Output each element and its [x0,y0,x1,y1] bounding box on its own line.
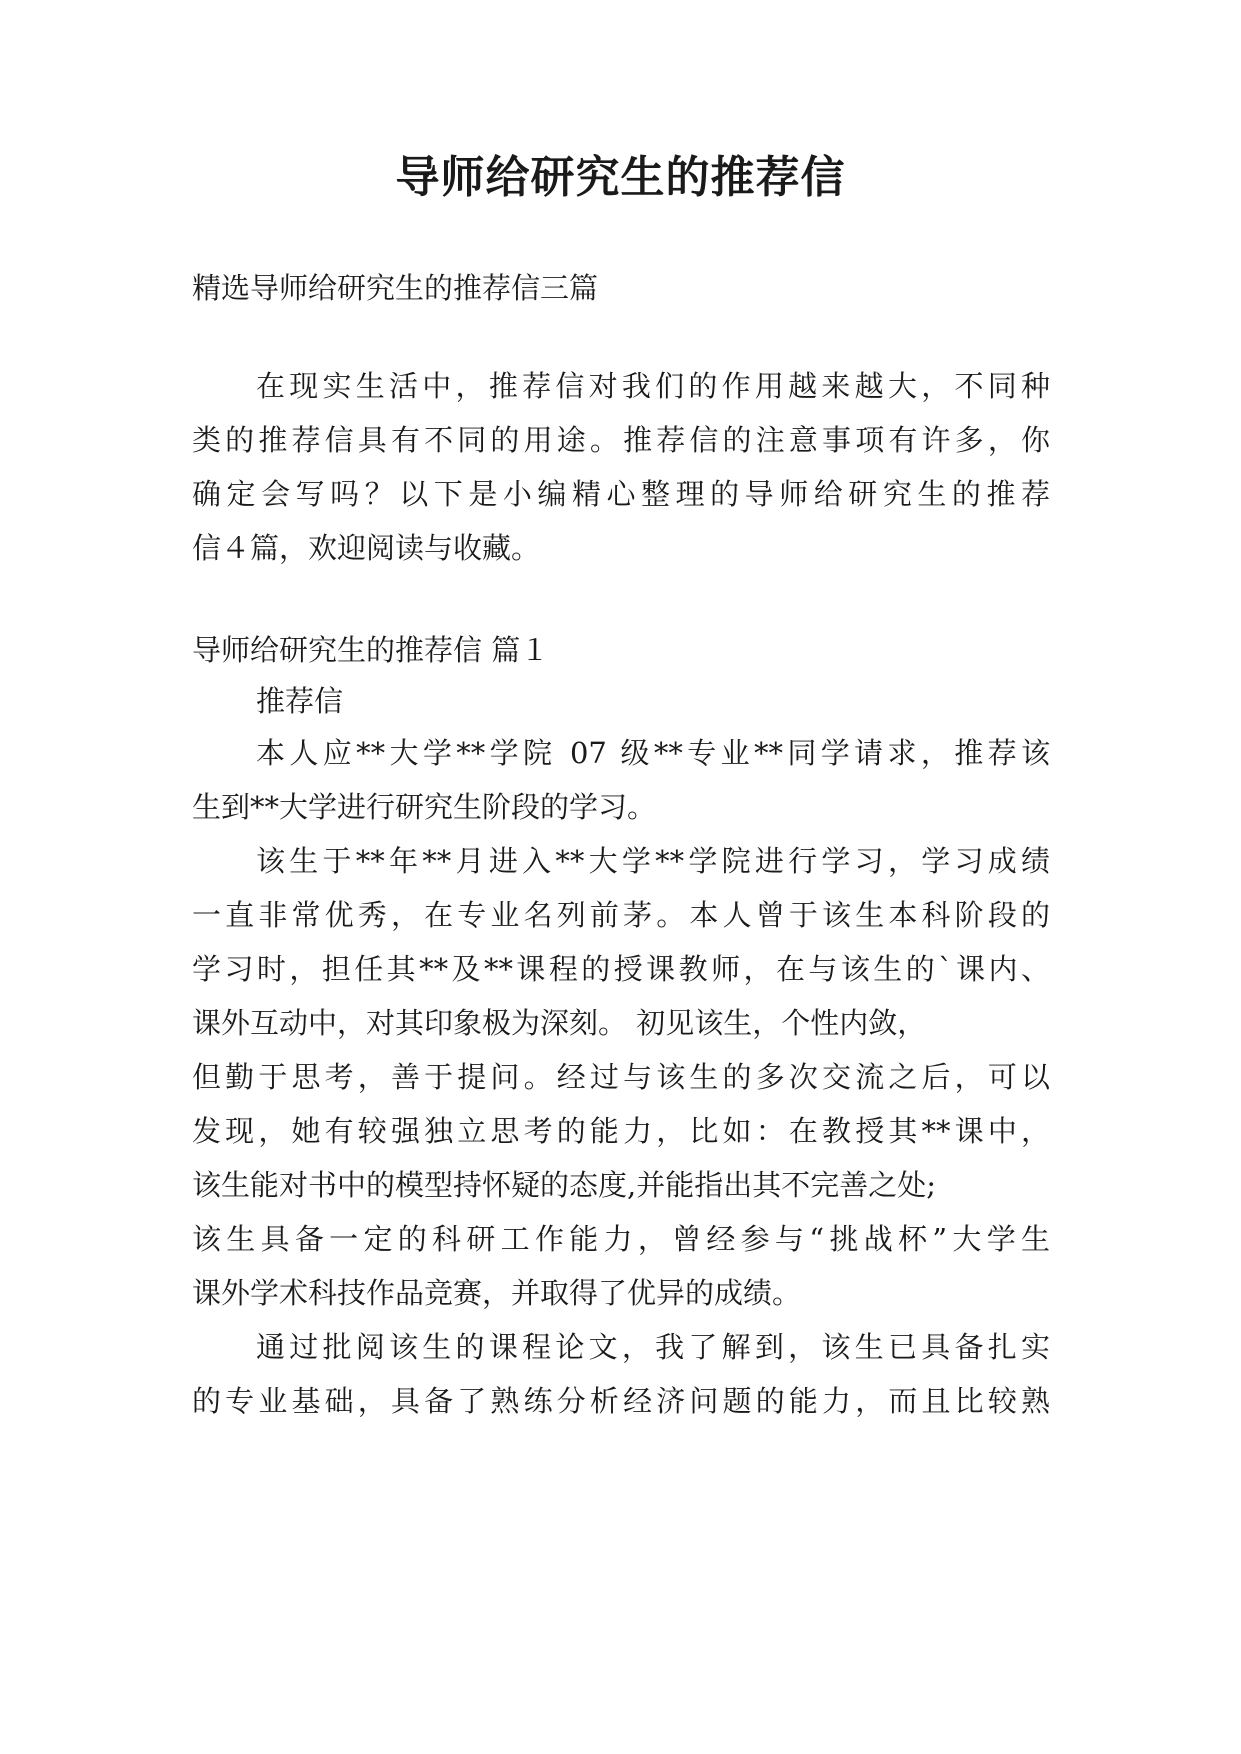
intro-line: 信４篇，欢迎阅读与收藏。 [192,531,541,565]
letter-heading: 推荐信 [256,684,344,718]
body-line: 该生具备一定的科研工作能力，曾经参与“挑战杯”大学生 [192,1222,1050,1256]
body-line: 但勤于思考，善于提问。经过与该生的多次交流之后，可以 [192,1060,1050,1094]
body-line: 学习时，担任其**及**课程的授课教师，在与该生的`课内、 [192,952,1050,986]
body-line: 发现，她有较强独立思考的能力，比如：在教授其**课中， [192,1114,1050,1148]
body-line: 课外互动中，对其印象极为深刻。 初见该生，个性内敛， [192,1006,927,1040]
body-line: 一直非常优秀，在专业名列前茅。本人曾于该生本科阶段的 [192,898,1050,932]
section-heading: 导师给研究生的推荐信 篇１ [192,633,550,667]
document-subtitle: 精选导师给研究生的推荐信三篇 [192,271,599,305]
body-line: 的专业基础，具备了熟练分析经济问题的能力，而且比较熟 [192,1384,1050,1418]
intro-line: 在现实生活中，推荐信对我们的作用越来越大，不同种 [256,369,1050,403]
body-line: 生到**大学进行研究生阶段的学习。 [192,790,657,824]
body-line: 通过批阅该生的课程论文，我了解到，该生已具备扎实 [256,1330,1050,1364]
intro-line: 确定会写吗？以下是小编精心整理的导师给研究生的推荐 [192,477,1050,511]
body-line: 该生于**年**月进入**大学**学院进行学习，学习成绩 [256,844,1050,878]
intro-line: 类的推荐信具有不同的用途。推荐信的注意事项有许多，你 [192,423,1050,457]
body-line: 该生能对书中的模型持怀疑的态度,并能指出其不完善之处; [192,1168,936,1202]
body-line: 本人应**大学**学院 07 级**专业**同学请求，推荐该 [256,736,1050,770]
body-line: 课外学术科技作品竞赛，并取得了优异的成绩。 [192,1276,802,1310]
document-title: 导师给研究生的推荐信 [395,152,846,203]
